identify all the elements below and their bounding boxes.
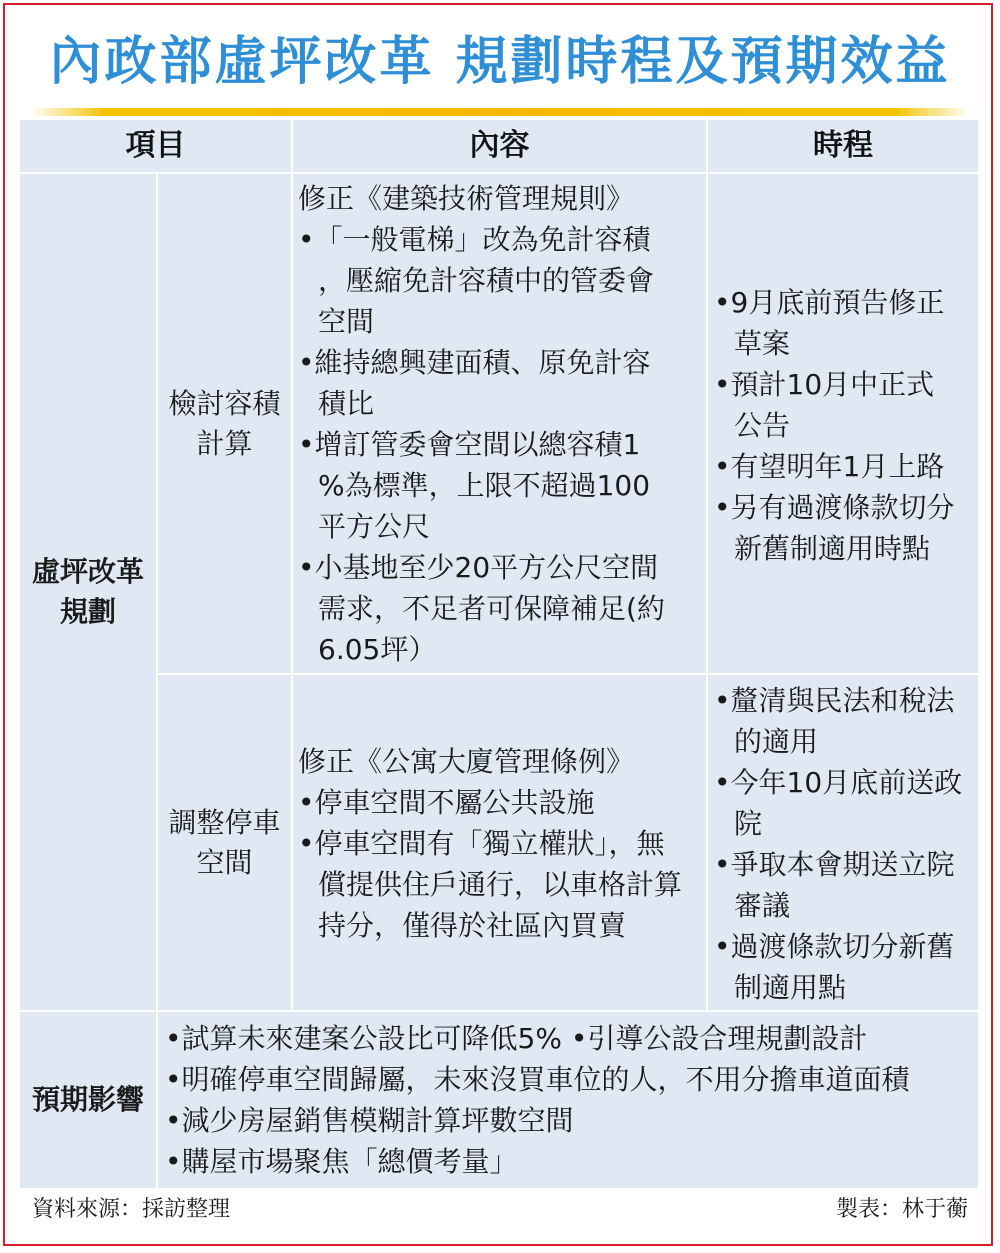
- source-note: 資料來源：採訪整理: [32, 1197, 231, 1222]
- schedule-table: [20, 120, 978, 1188]
- content-line: •維持總興建面積、原免計容: [298, 346, 651, 379]
- group-label-line: 規劃: [59, 595, 116, 628]
- content-line: •小基地至少20平方公尺空間: [298, 551, 659, 584]
- content-line: ，壓縮免計容積中的管委會: [318, 264, 655, 297]
- divider: [291, 120, 293, 1010]
- content-line: 空間: [318, 305, 375, 338]
- schedule-line: •過渡條款切分新舊: [714, 930, 955, 963]
- row-schedule-parking: [714, 680, 976, 1008]
- content-line: •停車空間不屬公共設施: [298, 786, 595, 819]
- row-item-line: 調整停車: [168, 805, 281, 839]
- row-content-floor-area: [298, 178, 704, 670]
- impact-line: •明確停車空間歸屬，未來沒買車位的人，不用分擔車道面積: [165, 1063, 910, 1096]
- header-content: 內容: [469, 128, 530, 163]
- impact-label: 預期影響: [31, 1083, 144, 1116]
- row-item-line: 空間: [196, 845, 253, 879]
- schedule-line: 草案: [734, 327, 791, 360]
- content-line: 償提供住戶通行，以車格計算: [318, 868, 683, 901]
- schedule-line: •釐清與民法和稅法: [714, 684, 955, 717]
- content-line: •增訂管委會空間以總容積1: [298, 428, 641, 461]
- impact-line: •減少房屋銷售模糊計算坪數空間: [165, 1104, 574, 1137]
- content-line: •停車空間有「獨立權狀」，無: [298, 827, 665, 860]
- row-schedule-floor-area: [714, 282, 976, 569]
- row-item-line: 計算: [196, 426, 253, 460]
- content-line: %為標準，上限不超過100: [318, 469, 651, 502]
- row-item-line: 檢討容積: [168, 386, 281, 420]
- impact-content: [165, 1018, 975, 1182]
- schedule-line: 審議: [734, 889, 791, 922]
- header-schedule: 時程: [813, 128, 873, 163]
- impact-line: •購屋市場聚焦「總價考量」: [165, 1145, 518, 1178]
- schedule-line: •爭取本會期送立院: [714, 848, 955, 881]
- schedule-line: 院: [734, 807, 763, 840]
- content-line: •「一般電梯」改為免計容積: [298, 223, 651, 256]
- row-item-parking: [158, 675, 291, 1010]
- content-line: 持分，僅得於社區內買賣: [318, 909, 627, 942]
- schedule-line: 的適用: [734, 725, 819, 758]
- author-credit: 製表：林于蘅: [835, 1197, 968, 1222]
- header-item: 項目: [125, 128, 186, 163]
- content-line: 6.05坪）: [318, 633, 437, 666]
- group-label: [20, 174, 156, 1010]
- schedule-line: •有望明年1月上路: [714, 450, 945, 483]
- divider: [20, 1010, 978, 1012]
- schedule-line: •預計10月中正式: [714, 368, 935, 401]
- group-label-line: 虛坪改革: [31, 555, 144, 588]
- schedule-line: 公告: [734, 409, 791, 442]
- row-item-floor-area: [158, 174, 291, 673]
- schedule-line: •今年10月底前送政: [714, 766, 963, 799]
- schedule-line: 制適用點: [734, 971, 847, 1004]
- title-underline: [30, 108, 970, 116]
- page-title: 內政部虛坪改革 規劃時程及預期效益: [49, 32, 951, 92]
- impact-line: •試算未來建案公設比可降低5% •引導公設合理規劃設計: [165, 1022, 868, 1055]
- row-content-parking: [298, 741, 704, 946]
- divider: [706, 120, 708, 1010]
- content-line: 需求，不足者可保障補足(約: [318, 592, 665, 625]
- schedule-line: •另有過渡條款切分: [714, 491, 955, 524]
- content-line: 修正《建築技術管理規則》: [298, 182, 635, 215]
- content-line: 積比: [318, 387, 375, 420]
- content-line: 修正《公寓大廈管理條例》: [298, 745, 635, 778]
- schedule-line: •9月底前預告修正: [714, 286, 945, 319]
- content-line: 平方公尺: [318, 510, 431, 543]
- schedule-line: 新舊制適用時點: [734, 532, 931, 565]
